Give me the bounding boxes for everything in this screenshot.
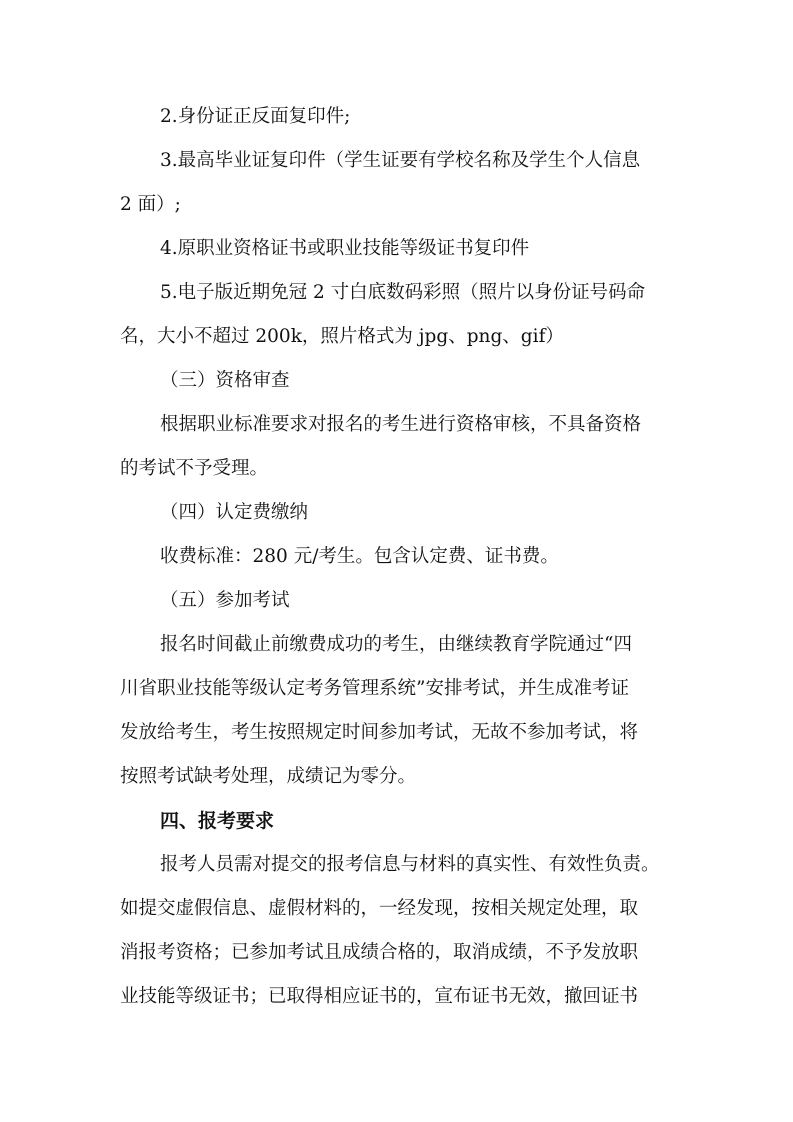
section-heading-fee: （四）认定费缴纳 <box>160 502 309 523</box>
paragraph-requirements-cont-1: 如提交虚假信息、虚假材料的，一经发现，按相关规定处理，取 <box>120 898 639 919</box>
paragraph-exam-cont-1: 川省职业技能等级认定考务管理系统”安排考试，并生成准考证 <box>120 678 629 699</box>
paragraph-fee: 收费标准：280 元/考生。包含认定费、证书费。 <box>160 546 559 567</box>
paragraph-review: 根据职业标准要求对报名的考生进行资格审核，不具备资格 <box>160 414 642 435</box>
list-item-diploma-copy-cont: 2 面）; <box>120 194 181 215</box>
paragraph-exam-cont-3: 按照考试缺考处理，成绩记为零分。 <box>120 766 417 787</box>
list-item-diploma-copy: 3.最高毕业证复印件（学生证要有学校名称及学生个人信息 <box>160 150 641 171</box>
paragraph-exam-cont-2: 发放给考生，考生按照规定时间参加考试，无故不参加考试，将 <box>120 722 639 743</box>
list-item-certificate-copy: 4.原职业资格证书或职业技能等级证书复印件 <box>160 238 530 259</box>
paragraph-requirements: 报考人员需对提交的报考信息与材料的真实性、有效性负责。 <box>160 854 660 875</box>
section-heading-requirements: 四、报考要求 <box>160 810 275 832</box>
section-heading-qualification-review: （三）资格审查 <box>160 370 290 391</box>
section-heading-exam: （五）参加考试 <box>160 590 290 611</box>
list-item-id-copy: 2.身份证正反面复印件; <box>160 106 351 127</box>
list-item-photo-cont: 名，大小不超过 200k，照片格式为 jpg、png、gif） <box>120 326 564 347</box>
list-item-photo: 5.电子版近期免冠 2 寸白底数码彩照（照片以身份证号码命 <box>160 282 646 303</box>
paragraph-exam: 报名时间截止前缴费成功的考生，由继续教育学院通过“四 <box>160 634 632 655</box>
paragraph-review-cont: 的考试不予受理。 <box>120 458 269 479</box>
paragraph-requirements-cont-3: 业技能等级证书；已取得相应证书的，宣布证书无效，撤回证书 <box>120 986 639 1007</box>
paragraph-requirements-cont-2: 消报考资格；已参加考试且成绩合格的，取消成绩，不予发放职 <box>120 942 639 963</box>
